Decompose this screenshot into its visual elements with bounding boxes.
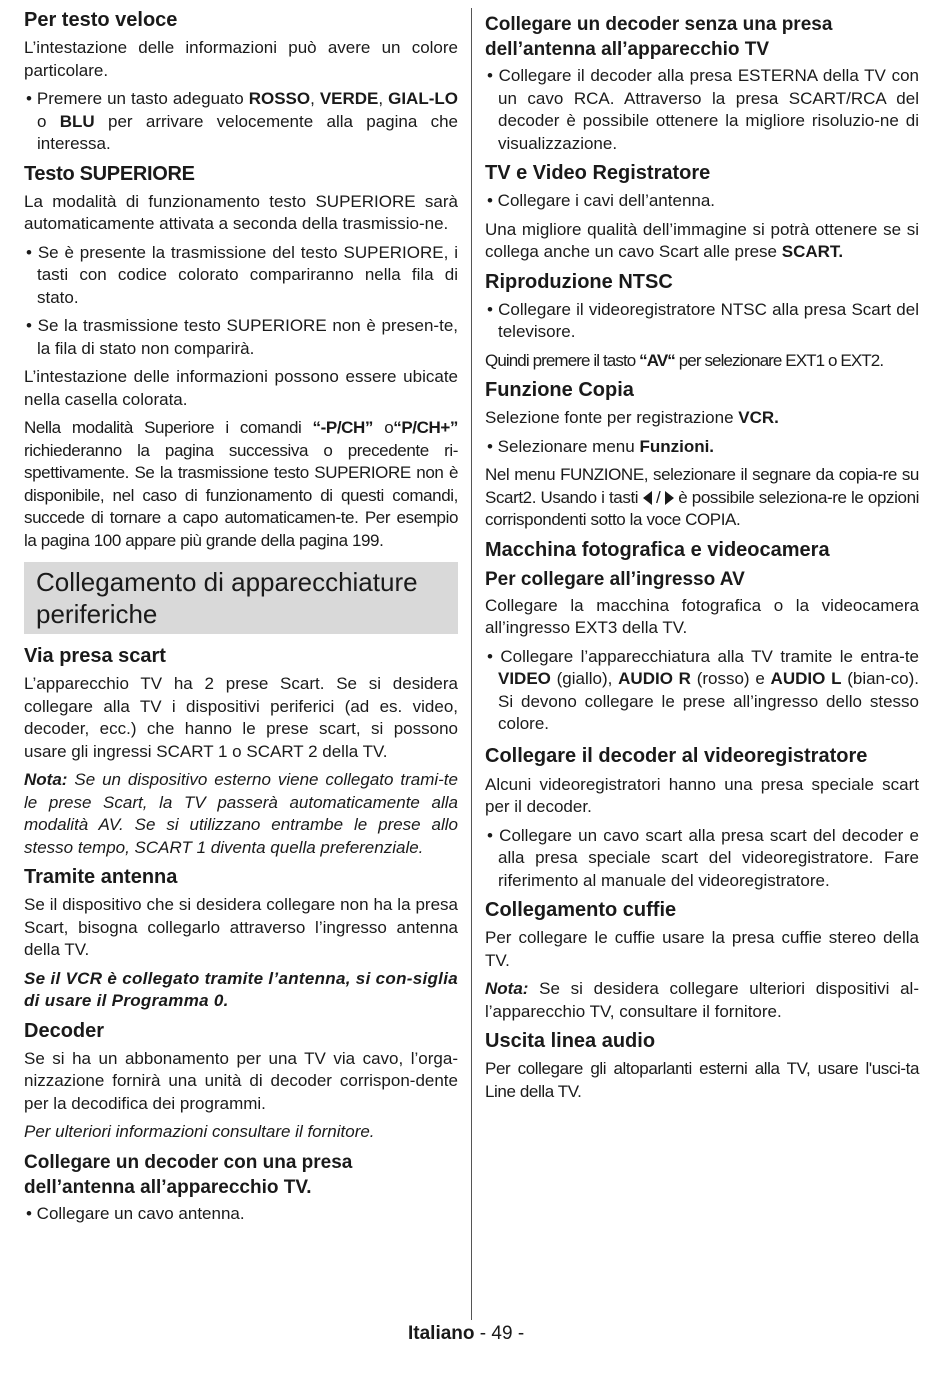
paragraph: Se il dispositivo che si desidera collegare non ha la presa Scart, bisogna collegarlo attraverso l’ingresso antenna della TV. (24, 895, 458, 959)
paragraph: L’apparecchio TV ha 2 prese Scart. Se si desidera collegare alla TV i dispositivi periferici (ad es. video, decoder, ecc.) che hanno le prese scart, si possono usare gli ingressi SCART 1 o SCART 2 della TV. (24, 674, 458, 761)
paragraph: Quindi premere il tasto “AV“ per selezionare EXT1 o EXT2. (485, 350, 884, 370)
bullet-item: • Collegare i cavi dell’antenna. (487, 191, 716, 210)
heading-collegamento-cuffie: Collegamento cuffie (485, 899, 677, 921)
paragraph: Nel menu FUNZIONE, selezionare il segnare da copia-re su Scart2. Usando i tasti / è possibile seleziona-re le opzioni corrispondenti sotto la voce COPIA. (485, 465, 919, 529)
paragraph: L’intestazione delle informazioni possono essere ubicate nella casella colorata. (24, 367, 458, 409)
footer-language: Italiano (408, 1323, 475, 1344)
heading-decoder-con-presa: Collegare un decoder con una presa dell’antenna all’apparecchio TV. (24, 1151, 353, 1198)
heading-testo-superiore: Testo SUPERIORE (24, 162, 195, 185)
heading-tramite-antenna: Tramite antenna (24, 866, 178, 888)
page-number: - 49 - (474, 1323, 525, 1344)
column-divider (471, 8, 472, 1320)
note-label: Nota: (24, 770, 68, 789)
heading-tv-video-registratore: TV e Video Registratore (485, 162, 711, 184)
heading-decoder: Decoder (24, 1019, 105, 1042)
bullet-item: • Se è presente la trasmissione del testo SUPERIORE, i tasti con codice colorato compariranno nella fila di stato. (26, 242, 458, 307)
paragraph: Per collegare le cuffie usare la presa cuffie stereo della TV. (485, 928, 919, 970)
heading-decoder-videoregistratore: Collegare il decoder al videoregistratore (485, 744, 868, 767)
subheading-ingresso-av: Per collegare all’ingresso AV (485, 568, 745, 590)
bullet-item: • Collegare il videoregistratore NTSC alla presa Scart del televisore. (487, 299, 919, 341)
heading-decoder-senza-presa: Collegare un decoder senza una presa dell’antenna all’apparecchio TV (485, 14, 833, 60)
paragraph: Nella modalità Superiore i comandi “-P/CH” o“P/CH+” richiederanno la pagina successiva o precedente ri-spettivamente. Se la trasmissione testo SUPERIORE non è disponibile, nel caso di funzionamento di questi comandi, succede di tornare a capo automaticamen-te. Per esempio la pagina 100 appare più grande della pagina 199. (24, 418, 458, 550)
paragraph: Alcuni videoregistratori hanno una presa speciale scart per il decoder. (485, 774, 919, 816)
heading-per-testo-veloce: Per testo veloce (24, 9, 178, 31)
warning-paragraph: Se il VCR è collegato tramite l’antenna, si con-siglia di usare il Programma 0. (24, 968, 458, 1010)
paragraph: Collegare la macchina fotografica o la videocamera all’ingresso EXT3 della TV. (485, 595, 919, 637)
paragraph: L’intestazione delle informazioni può avere un colore particolare. (24, 38, 458, 80)
heading-uscita-linea-audio: Uscita linea audio (485, 1030, 656, 1052)
section-banner: Collegamento di apparecchiature periferiche (24, 562, 458, 634)
bullet-item: • Collegare un cavo scart alla presa scart del decoder e alla presa speciale scart del videoregistratore. Fare riferimento al manuale del videoregistratore. (487, 825, 919, 890)
right-column (485, 8, 919, 1109)
left-column (24, 8, 458, 1231)
bullet-item: • Premere un tasto adeguato ROSSO, VERDE, GIAL-LO o BLU per arrivare velocemente alla pagina che interessa. (26, 89, 459, 153)
left-triangle-icon (643, 491, 652, 505)
heading-macchina-fotografica: Macchina fotografica e videocamera (485, 538, 830, 561)
bullet-item: • Collegare un cavo antenna. (26, 1203, 245, 1223)
paragraph: Se si ha un abbonamento per una TV via cavo, l’orga-nizzazione fornirà una unità di decoder corrispon-dente per la decodifica dei programmi. (24, 1048, 458, 1113)
right-triangle-icon (665, 491, 674, 505)
paragraph: Per ulteriori informazioni consultare il fornitore. (24, 1122, 375, 1141)
heading-via-presa-scart: Via presa scart (24, 645, 166, 667)
bullet-item: • Collegare l’apparecchiatura alla TV tramite le entra-te VIDEO (giallo), AUDIO R (rosso) e AUDIO L (bian-co). Si devono collegare le prese all’ingresso dello stesso colore. (487, 646, 919, 733)
note-label: Nota: (485, 979, 529, 998)
heading-riproduzione-ntsc: Riproduzione NTSC (485, 270, 673, 293)
note-paragraph: Nota: Se si desidera collegare ulteriori dispositivi al-l’apparecchio TV, consultare il fornitore. (485, 979, 919, 1021)
note-paragraph: Nota: Se un dispositivo esterno viene collegato trami-te le prese Scart, la TV passerà automaticamente alla modalità AV. Se si utilizzano entrambe le prese allo stesso tempo, SCART 1 diventa quella preferenziale. (24, 770, 458, 857)
paragraph: La modalità di funzionamento testo SUPERIORE sarà automaticamente attivata a seconda della trasmissio-ne. (24, 191, 458, 233)
page-footer (408, 1322, 524, 1346)
bullet-item: • Selezionare menu Funzioni. (487, 436, 715, 456)
paragraph: Una migliore qualità dell’immagine si potrà ottenere se si collega anche un cavo Scart alle prese SCART. (485, 219, 919, 261)
paragraph: Per collegare gli altoparlanti esterni alla TV, usare l'usci-ta Line della TV. (485, 1059, 919, 1101)
paragraph: Selezione fonte per registrazione VCR. (485, 408, 779, 427)
bullet-item: • Collegare il decoder alla presa ESTERNA della TV con un cavo RCA. Attraverso la presa SCART/RCA del decoder è possibile ottenere la migliore risoluzio-ne di visualizzazione. (487, 66, 919, 153)
heading-funzione-copia: Funzione Copia (485, 379, 634, 401)
bullet-item: • Se la trasmissione testo SUPERIORE non è presen-te, la fila di stato non comparirà. (26, 316, 458, 358)
